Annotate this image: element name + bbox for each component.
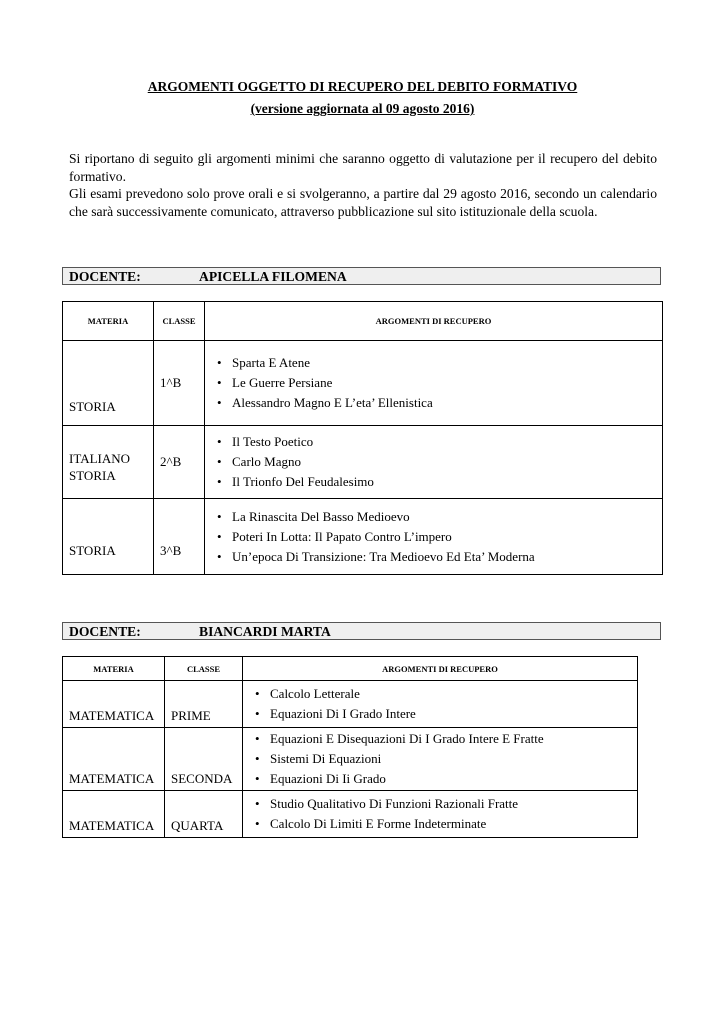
cell-materia <box>63 728 165 791</box>
header-classe: CLASSE <box>154 302 205 341</box>
docente-header-apicella <box>62 267 661 285</box>
docente-label: DOCENTE: <box>69 624 141 639</box>
list-item: • Calcolo Letterale <box>270 684 637 704</box>
cell-argomenti <box>205 499 663 575</box>
cell-materia <box>63 426 154 499</box>
docente-label: DOCENTE: <box>69 269 141 284</box>
cell-argomenti <box>243 791 638 838</box>
table-row <box>63 728 638 791</box>
materia-text: STORIA <box>69 543 116 558</box>
cell-classe <box>165 681 243 728</box>
list-item: • Il Trionfo Del Feudalesimo <box>232 472 662 492</box>
list-item: • Il Testo Poetico <box>232 432 662 452</box>
topics-table-biancardi <box>62 656 638 838</box>
list-item: • Carlo Magno <box>232 452 662 472</box>
cell-classe <box>165 728 243 791</box>
materia-text: MATEMATICA <box>69 708 155 723</box>
topics-list <box>205 353 662 413</box>
header-argomenti: ARGOMENTI DI RECUPERO <box>243 657 638 681</box>
topics-list <box>243 729 637 789</box>
list-item: • Le Guerre Persiane <box>232 373 662 393</box>
list-item: • Calcolo Di Limiti E Forme Indeterminate <box>270 814 637 834</box>
list-item: • Poteri In Lotta: Il Papato Contro L’impero <box>232 527 662 547</box>
table-header-row <box>63 302 663 341</box>
materia-text: MATEMATICA <box>69 771 155 786</box>
list-item: • La Rinascita Del Basso Medioevo <box>232 507 662 527</box>
cell-materia <box>63 499 154 575</box>
docente-name: BIANCARDI MARTA <box>199 624 331 639</box>
table-row <box>63 341 663 426</box>
list-item: • Un’epoca Di Transizione: Tra Medioevo Ed Eta’ Moderna <box>232 547 662 567</box>
intro-paragraph-1: Si riportano di seguito gli argomenti minimi che saranno oggetto di valutazione per il recupero del debito formativo. <box>69 151 657 184</box>
header-argomenti: ARGOMENTI DI RECUPERO <box>205 302 663 341</box>
list-item: • Alessandro Magno E L’eta’ Ellenistica <box>232 393 662 413</box>
cell-argomenti <box>243 728 638 791</box>
cell-argomenti <box>205 341 663 426</box>
materia-text: STORIA <box>69 399 116 414</box>
document-subtitle: (versione aggiornata al 09 agosto 2016) <box>250 101 475 116</box>
cell-materia <box>63 681 165 728</box>
topics-table-apicella <box>62 301 663 575</box>
cell-materia <box>63 791 165 838</box>
cell-classe <box>154 499 205 575</box>
list-item: • Equazioni E Disequazioni Di I Grado Intere E Fratte <box>270 729 637 749</box>
cell-argomenti <box>243 681 638 728</box>
header-materia: MATERIA <box>63 302 154 341</box>
header-materia: MATERIA <box>63 657 165 681</box>
classe-text: 2^B <box>160 454 182 469</box>
list-item: • Equazioni Di Ii Grado <box>270 769 637 789</box>
table-row <box>63 426 663 499</box>
classe-text: PRIME <box>171 708 211 723</box>
topics-list <box>205 507 662 567</box>
cell-classe <box>154 426 205 499</box>
cell-classe <box>165 791 243 838</box>
table-row <box>63 791 638 838</box>
classe-text: 3^B <box>160 543 182 558</box>
topics-list <box>243 794 637 834</box>
table-row <box>63 499 663 575</box>
cell-materia <box>63 341 154 426</box>
intro-paragraph-2: Gli esami prevedono solo prove orali e si svolgeranno, a partire dal 29 agosto 2016, secondo un calendario che sarà successivamente comunicato, attraverso pubblicazione sul sito istituzionale della scuola. <box>69 186 657 219</box>
header-classe: CLASSE <box>165 657 243 681</box>
topics-list <box>205 432 662 492</box>
materia-text: STORIA <box>69 468 116 483</box>
classe-text: 1^B <box>160 375 182 390</box>
materia-text: ITALIANO <box>69 451 131 466</box>
cell-classe <box>154 341 205 426</box>
topics-list <box>243 684 637 724</box>
classe-text: QUARTA <box>171 818 224 833</box>
list-item: • Sistemi Di Equazioni <box>270 749 637 769</box>
list-item: • Sparta E Atene <box>232 353 662 373</box>
materia-text: MATEMATICA <box>69 818 155 833</box>
table-header-row <box>63 657 638 681</box>
document-title: ARGOMENTI OGGETTO DI RECUPERO DEL DEBITO FORMATIVO <box>147 79 578 94</box>
docente-name: APICELLA FILOMENA <box>199 269 347 284</box>
classe-text: SECONDA <box>171 771 233 786</box>
cell-argomenti <box>205 426 663 499</box>
table-row <box>63 681 638 728</box>
docente-header-biancardi <box>62 622 661 640</box>
intro-text <box>69 150 657 220</box>
list-item: • Studio Qualitativo Di Funzioni Razionali Fratte <box>270 794 637 814</box>
list-item: • Equazioni Di I Grado Intere <box>270 704 637 724</box>
